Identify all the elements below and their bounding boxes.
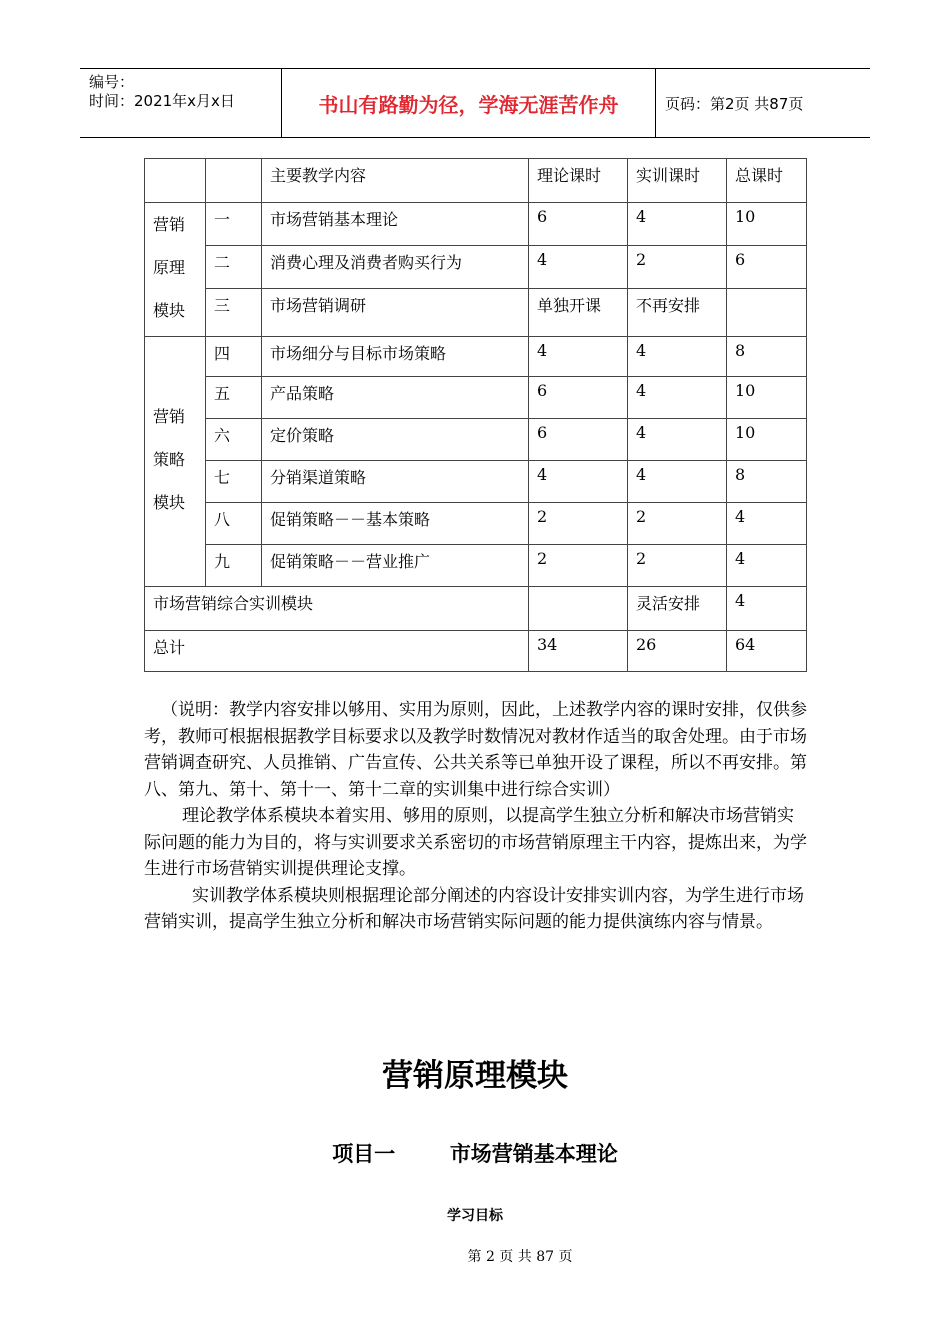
table-cell: 灵活安排 [628,587,727,631]
header-motto: 书山有路勤为径，学海无涯苦作舟 [282,69,656,137]
table-cell: 26 [628,631,727,672]
table-row-comprehensive [145,587,807,631]
table-cell: 五 [206,377,262,419]
table-cell: 6 [529,377,628,419]
table-header-row [145,159,807,203]
project-title: 市场营销基本理论 [449,1142,618,1166]
group-label-principles: 营销 原理 模块 [145,203,206,337]
table-cell: 定价策略 [262,419,529,461]
table-cell: 市场营销综合实训模块 [145,587,529,631]
table-cell: 不再安排 [628,288,727,336]
table-cell [529,587,628,631]
table-row [145,545,807,587]
header-time: 时间：2021年x月x日 [89,92,235,110]
table-cell: 总计 [145,631,529,672]
table-header-cell [145,159,206,203]
table-cell: 三 [206,288,262,336]
note-paragraph: （说明：教学内容安排以够用、实用为原则，因此，上述教学内容的课时安排，仅供参考，教师可根据根据教学目标要求以及教学时数情况对教材作适当的取舍处理。由于市场营销调查研究、人员推销、广告宣传、公共关系等已单独开设了课程，所以不再安排。第八、第九、第十、第十一、第十二章的实训集中进行综合实训） [144,700,807,800]
table-cell: 6 [727,245,807,288]
table-row [145,461,807,503]
table-row [145,377,807,419]
table-cell: 六 [206,419,262,461]
table-row [145,337,807,377]
table-cell: 市场细分与目标市场策略 [262,337,529,377]
table-cell: 促销策略－－营业推广 [262,545,529,587]
project-heading [0,1138,950,1168]
note-paragraph: 实训教学体系模块则根据理论部分阐述的内容设计安排实训内容，为学生进行市场营销实训，提高学生独立分析和解决市场营销实际问题的能力提供演练内容与情景。 [144,885,804,932]
table-cell: 四 [206,337,262,377]
table-cell: 10 [727,203,807,246]
table-cell: 二 [206,245,262,288]
table-cell: 4 [628,203,727,246]
table-row [145,288,807,336]
notes-section [144,697,808,936]
table-cell: 单独开课 [529,288,628,336]
table-cell [727,288,807,336]
table-header-cell: 总课时 [727,159,807,203]
table-cell: 10 [727,377,807,419]
table-row [145,503,807,545]
table-cell: 七 [206,461,262,503]
table-cell: 4 [727,587,807,631]
table-cell: 10 [727,419,807,461]
table-cell: 一 [206,203,262,246]
table-cell: 2 [628,245,727,288]
table-header-cell: 理论课时 [529,159,628,203]
table-cell: 8 [727,337,807,377]
table-row-total [145,631,807,672]
table-cell: 2 [628,545,727,587]
table-cell: 4 [529,337,628,377]
table-row [145,419,807,461]
table-cell: 产品策略 [262,377,529,419]
page-footer: 第 2 页 共 87 页 [467,1249,573,1265]
objectives-heading: 学习目标 [447,1208,503,1224]
page-header [80,68,870,138]
table-cell: 4 [628,337,727,377]
table-cell: 4 [628,419,727,461]
schedule-table [144,158,807,672]
table-cell: 34 [529,631,628,672]
table-cell: 64 [727,631,807,672]
table-header-cell: 主要教学内容 [262,159,529,203]
table-cell: 4 [727,545,807,587]
table-cell: 市场营销基本理论 [262,203,529,246]
module-heading: 营销原理模块 [382,1058,568,1094]
table-cell: 6 [529,419,628,461]
header-page-number: 页码：第2页 共87页 [665,94,804,113]
header-number: 编号： [89,73,135,91]
table-header-cell: 实训课时 [628,159,727,203]
table-cell: 市场营销调研 [262,288,529,336]
table-cell: 2 [529,503,628,545]
table-header-cell [206,159,262,203]
table-cell: 2 [628,503,727,545]
table-cell: 八 [206,503,262,545]
table-cell: 消费心理及消费者购买行为 [262,245,529,288]
table-cell: 4 [727,503,807,545]
project-number: 项目一 [332,1142,396,1166]
table-cell: 8 [727,461,807,503]
table-cell: 促销策略－－基本策略 [262,503,529,545]
table-cell: 4 [628,377,727,419]
table-cell: 4 [529,461,628,503]
table-cell: 九 [206,545,262,587]
table-cell: 6 [529,203,628,246]
note-paragraph: 理论教学体系模块本着实用、够用的原则，以提高学生独立分析和解决市场营销实际问题的能力为目的，将与实训要求关系密切的市场营销原理主干内容，提炼出来，为学生进行市场营销实训提供理论支撑。 [144,806,807,879]
table-cell: 分销渠道策略 [262,461,529,503]
table-cell: 2 [529,545,628,587]
header-meta [80,69,282,137]
table-row [145,245,807,288]
table-cell: 4 [628,461,727,503]
table-cell: 4 [529,245,628,288]
group-label-strategy: 营销 策略 模块 [145,337,206,587]
table-row [145,203,807,246]
